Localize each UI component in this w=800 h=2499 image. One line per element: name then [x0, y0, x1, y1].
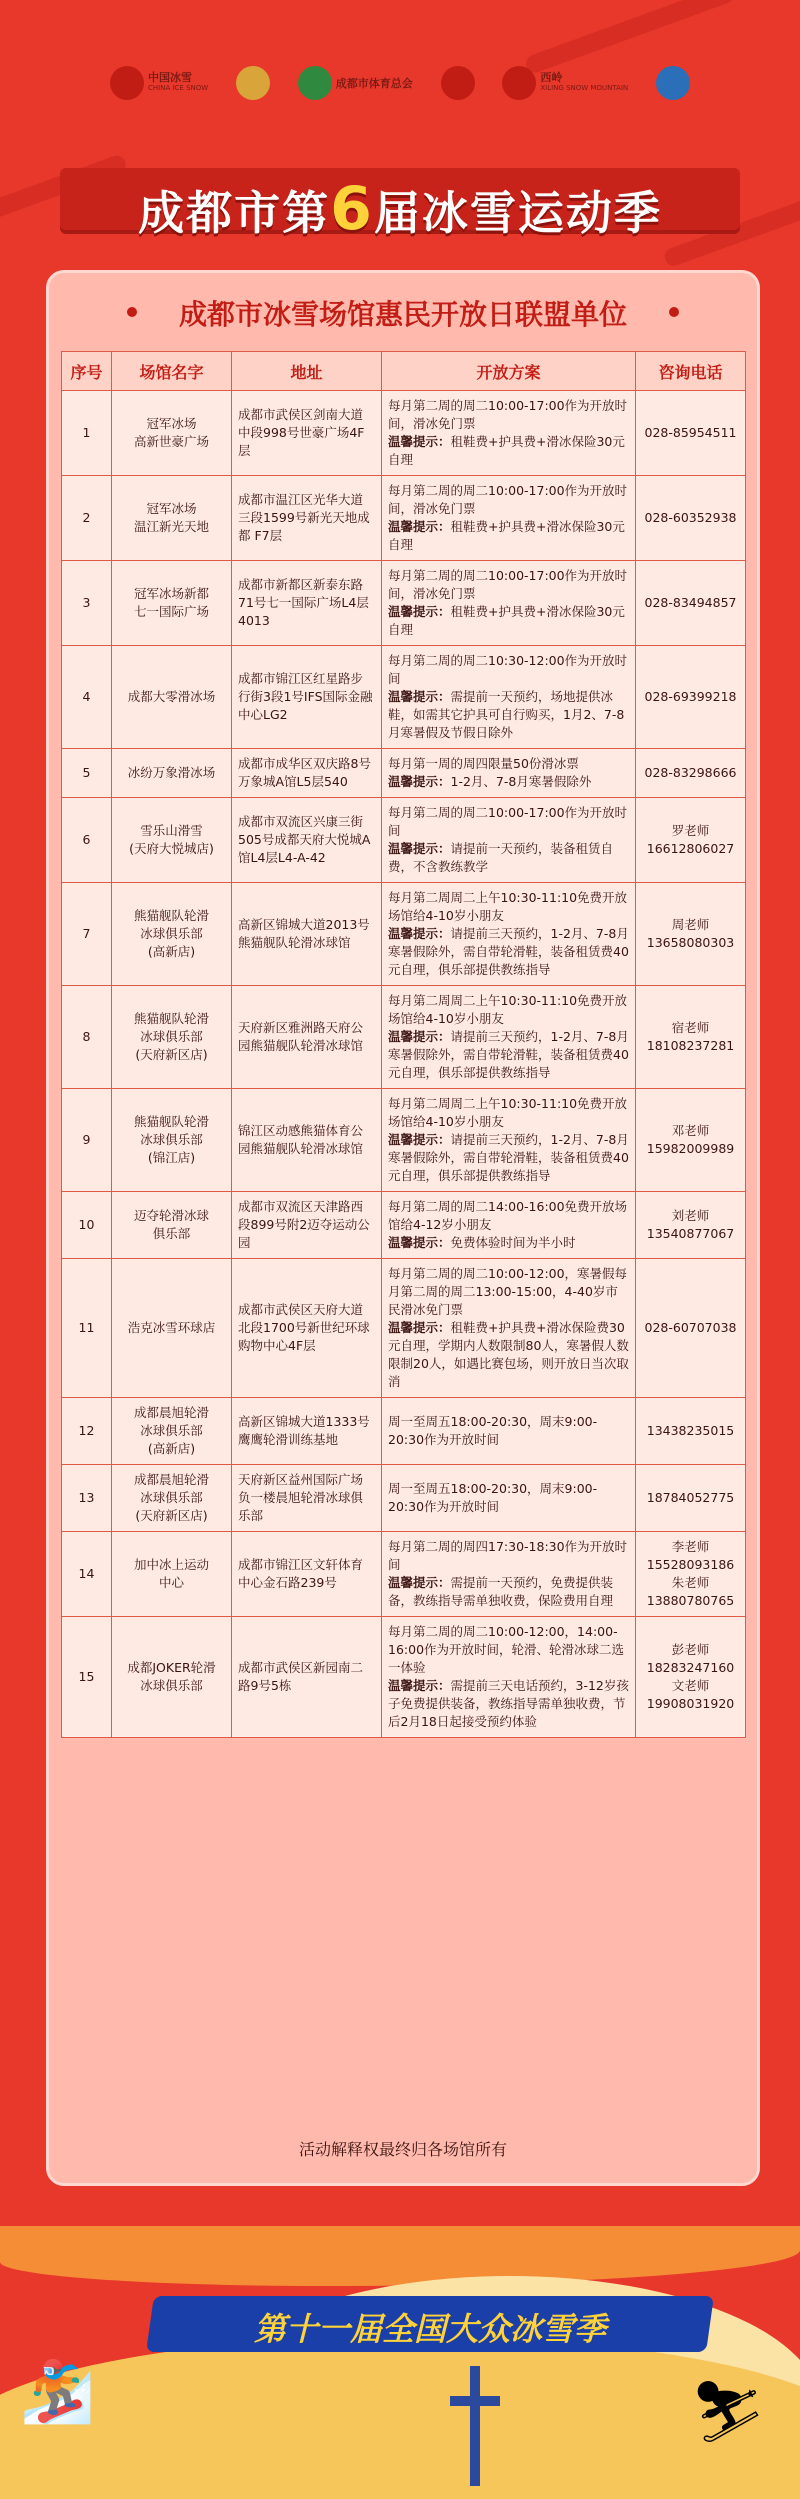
cell-phone: 13438235015: [636, 1398, 746, 1465]
cell-plan: [382, 986, 636, 1089]
cell-phone: 刘老师 13540877067: [636, 1192, 746, 1259]
cell-address: 高新区锦城大道2013号熊猫舰队轮滑冰球馆: [232, 883, 382, 986]
header-address: 地址: [232, 352, 382, 391]
cell-address: 天府新区益州国际广场负一楼晨旭轮滑冰球俱乐部: [232, 1465, 382, 1532]
cell-no: 10: [62, 1192, 112, 1259]
cell-address: 天府新区雅洲路天府公园熊猫舰队轮滑冰球馆: [232, 986, 382, 1089]
logo-mark-icon: [656, 66, 690, 100]
bottom-banner-art: [0, 2186, 800, 2499]
cell-plan: [382, 1617, 636, 1738]
table-row: [62, 1617, 746, 1738]
cell-plan: [382, 749, 636, 798]
cell-address: 成都市新都区新泰东路71号七一国际广场L4层4013: [232, 561, 382, 646]
cell-name: 成都晨旭轮滑 冰球俱乐部 (高新店): [112, 1398, 232, 1465]
cell-address: 成都市双流区天津路西段899号附2迈夺运动公园: [232, 1192, 382, 1259]
cell-plan: [382, 1532, 636, 1617]
cell-phone: 邓老师 15982009989: [636, 1089, 746, 1192]
cell-address: 成都市锦江区文轩体育中心金石路239号: [232, 1532, 382, 1617]
plan-tip: 温馨提示：请提前三天预约，1-2月、7-8月寒暑假除外，需自带轮滑鞋，装备租赁费40元自理，俱乐部提供教练指导: [388, 1132, 629, 1183]
table-row: [62, 1089, 746, 1192]
cell-plan: [382, 883, 636, 986]
card-title: 成都市冰雪场馆惠民开放日联盟单位: [178, 298, 627, 331]
plan-text: 每月第二周的周二10:30-12:00作为开放时间: [388, 653, 628, 686]
cell-no: 1: [62, 391, 112, 476]
cell-phone: 028-60707038: [636, 1259, 746, 1398]
cell-no: 14: [62, 1532, 112, 1617]
decor-hill: [0, 2336, 800, 2499]
table-row: [62, 561, 746, 646]
plan-text: 每月第一周的周四限量50份滑冰票: [388, 756, 579, 771]
cell-name: 熊猫舰队轮滑 冰球俱乐部 (锦江店): [112, 1089, 232, 1192]
cell-plan: [382, 1192, 636, 1259]
table-row: [62, 1398, 746, 1465]
plan-tip: 温馨提示：免费体验时间为半小时: [388, 1235, 576, 1250]
table-row: [62, 476, 746, 561]
cell-plan: [382, 646, 636, 749]
cell-phone: 028-83494857: [636, 561, 746, 646]
plan-text: 每月第二周周二上午10:30-11:10免费开放场馆给4-10岁小朋友: [388, 1096, 628, 1129]
cell-no: 5: [62, 749, 112, 798]
cell-no: 7: [62, 883, 112, 986]
table-row: [62, 646, 746, 749]
tower-icon: [470, 2366, 480, 2486]
table-row: [62, 1259, 746, 1398]
cell-no: 3: [62, 561, 112, 646]
plan-text: 每月第二周的周二14:00-16:00免费开放场馆给4-12岁小朋友: [388, 1199, 628, 1232]
cell-name: 浩克冰雪环球店: [112, 1259, 232, 1398]
cell-plan: [382, 561, 636, 646]
plan-tip: 温馨提示：需提前一天预约，免费提供装备，教练指导需单独收费，保险费用自理: [388, 1575, 614, 1608]
cell-address: 锦江区动感熊猫体育公园熊猫舰队轮滑冰球馆: [232, 1089, 382, 1192]
table-row: [62, 1192, 746, 1259]
cell-name: 加中冰上运动 中心: [112, 1532, 232, 1617]
header-plan: 开放方案: [382, 352, 636, 391]
plan-text: 每月第二周的周二10:00-17:00作为开放时间，滑冰免门票: [388, 568, 628, 601]
cell-plan: [382, 1465, 636, 1532]
cell-no: 8: [62, 986, 112, 1089]
plan-tip: 温馨提示：租鞋费+护具费+滑冰保险30元自理: [388, 604, 625, 637]
header-name: 场馆名字: [112, 352, 232, 391]
bottom-banner-text: 第十一届全国大众冰雪季: [253, 2310, 606, 2348]
sponsor-logo: [656, 66, 690, 100]
plan-tip: 温馨提示：租鞋费+护具费+滑冰保险费30元自理，学期内人数限制80人，寒暑假人数限制20人，如遇比赛包场，则开放日当次取消: [388, 1320, 629, 1389]
cell-no: 2: [62, 476, 112, 561]
cell-address: 成都市武侯区剑南大道中段998号世豪广场4F层: [232, 391, 382, 476]
logo-mark-icon: [298, 66, 332, 100]
logo-text: 中国冰雪 CHINA ICE SNOW: [148, 71, 209, 92]
cell-name: 冠军冰场 温江新光天地: [112, 476, 232, 561]
plan-text: 每月第二周的周二10:00-12:00，14:00-16:00作为开放时间，轮滑、轮滑冰球二选一体验: [388, 1624, 625, 1675]
table-row: [62, 883, 746, 986]
sponsor-logo: [502, 66, 628, 100]
cell-address: 成都市双流区兴康三街505号成都天府大悦城A馆L4层L4-A-42: [232, 798, 382, 883]
cell-phone: 028-83298666: [636, 749, 746, 798]
cell-name: 成都晨旭轮滑 冰球俱乐部 (天府新区店): [112, 1465, 232, 1532]
cell-name: 冰纷万象滑冰场: [112, 749, 232, 798]
decor-wave: [0, 2226, 800, 2286]
snowboarder-icon: 🏂: [20, 2357, 95, 2427]
plan-tip: 温馨提示：请提前三天预约，1-2月、7-8月寒暑假除外，需自带轮滑鞋，装备租赁费40元自理，俱乐部提供教练指导: [388, 1029, 629, 1080]
table-row: [62, 1465, 746, 1532]
footer-note: 活动解释权最终归各场馆所有: [298, 2140, 507, 2159]
cell-address: 成都市武侯区新园南二路9号5栋: [232, 1617, 382, 1738]
venue-table: [61, 351, 746, 1738]
sponsor-logo: [441, 66, 475, 100]
cell-phone: 宿老师 18108237281: [636, 986, 746, 1089]
cell-plan: [382, 1398, 636, 1465]
cell-no: 13: [62, 1465, 112, 1532]
plan-text: 周一至周五18:00-20:30，周末9:00-20:30作为开放时间: [388, 1481, 598, 1514]
plan-tip: 温馨提示：租鞋费+护具费+滑冰保险30元自理: [388, 434, 625, 467]
plan-text: 每月第二周的周二10:00-17:00作为开放时间，滑冰免门票: [388, 483, 628, 516]
cell-address: 成都市温江区光华大道三段1599号新光天地成都 F7层: [232, 476, 382, 561]
cell-no: 15: [62, 1617, 112, 1738]
venue-card: [46, 270, 760, 2186]
title-number: 6: [330, 174, 374, 244]
cell-phone: 028-69399218: [636, 646, 746, 749]
logo-text: 西岭 XILING SNOW MOUNTAIN: [540, 71, 629, 92]
plan-text: 每月第二周的周二10:00-17:00作为开放时间: [388, 805, 628, 838]
cell-plan: [382, 476, 636, 561]
table-row: [62, 798, 746, 883]
cell-phone: 周老师 13658080303: [636, 883, 746, 986]
header-phone: 咨询电话: [636, 352, 746, 391]
logo-text: 成都市体育总会: [335, 76, 413, 90]
cell-name: 冠军冰场新都 七一国际广场: [112, 561, 232, 646]
cell-name: 成都JOKER轮滑 冰球俱乐部: [112, 1617, 232, 1738]
title-dot: [669, 307, 679, 317]
plan-text: 周一至周五18:00-20:30，周末9:00-20:30作为开放时间: [388, 1414, 598, 1447]
cell-name: 熊猫舰队轮滑 冰球俱乐部 (高新店): [112, 883, 232, 986]
skier-icon: ⛷: [690, 2377, 767, 2447]
cell-no: 11: [62, 1259, 112, 1398]
table-row: [62, 1532, 746, 1617]
cell-plan: [382, 798, 636, 883]
cell-phone: 028-85954511: [636, 391, 746, 476]
sponsor-logo: [110, 66, 208, 100]
sponsor-logos: [110, 48, 690, 118]
cell-phone: 18784052775: [636, 1465, 746, 1532]
plan-text: 每月第二周周二上午10:30-11:10免费开放场馆给4-10岁小朋友: [388, 890, 628, 923]
plan-tip: 温馨提示：请提前三天预约，1-2月、7-8月寒暑假除外，需自带轮滑鞋，装备租赁费40元自理，俱乐部提供教练指导: [388, 926, 629, 977]
table-row: [62, 749, 746, 798]
plan-tip: 温馨提示：租鞋费+护具费+滑冰保险30元自理: [388, 519, 625, 552]
cell-no: 4: [62, 646, 112, 749]
cell-no: 12: [62, 1398, 112, 1465]
title-text: [40, 174, 760, 244]
cell-name: 熊猫舰队轮滑 冰球俱乐部 (天府新区店): [112, 986, 232, 1089]
title-pre: 成都市第: [138, 186, 331, 240]
cell-name: 迈夺轮滑冰球 俱乐部: [112, 1192, 232, 1259]
cell-phone: 罗老师 16612806027: [636, 798, 746, 883]
logo-mark-icon: [502, 66, 536, 100]
main-title: [40, 150, 760, 244]
cell-no: 6: [62, 798, 112, 883]
cell-address: 高新区锦城大道1333号鹰鹰轮滑训练基地: [232, 1398, 382, 1465]
logo-mark-icon: [236, 66, 270, 100]
table-header: [62, 352, 746, 391]
cell-phone: 028-60352938: [636, 476, 746, 561]
cell-name: 成都大零滑冰场: [112, 646, 232, 749]
cell-name: 冠军冰场 高新世豪广场: [112, 391, 232, 476]
logo-mark-icon: [441, 66, 475, 100]
plan-tip: 温馨提示：需提前一天预约，场地提供冰鞋，如需其它护具可自行购买，1月2、7-8月寒暑假及节假日除外: [388, 689, 625, 740]
plan-tip: 温馨提示：请提前一天预约，装备租赁自费，不含教练教学: [388, 841, 614, 874]
plan-text: 每月第二周的周二10:00-17:00作为开放时间，滑冰免门票: [388, 398, 628, 431]
cell-phone: 彭老师 18283247160 文老师 19908031920: [636, 1617, 746, 1738]
header-no: 序号: [62, 352, 112, 391]
logo-mark-icon: [110, 66, 144, 100]
cell-plan: [382, 1089, 636, 1192]
cell-name: 雪乐山滑雪 (天府大悦城店): [112, 798, 232, 883]
cell-phone: 李老师 15528093186 朱老师 13880780765: [636, 1532, 746, 1617]
plan-text: 每月第二周周二上午10:30-11:10免费开放场馆给4-10岁小朋友: [388, 993, 628, 1026]
cell-address: 成都市武侯区天府大道北段1700号新世纪环球购物中心4F层: [232, 1259, 382, 1398]
plan-tip: 温馨提示：1-2月、7-8月寒暑假除外: [388, 774, 592, 789]
sponsor-logo: [236, 66, 270, 100]
sponsor-logo: [298, 66, 413, 100]
plan-tip: 温馨提示：需提前三天电话预约，3-12岁孩子免费提供装备，教练指导需单独收费，节后2月18日起接受预约体验: [388, 1678, 629, 1729]
plan-text: 每月第二周的周二10:00-12:00，寒暑假每月第二周的周二13:00-15:00，4-40岁市民滑冰免门票: [388, 1266, 628, 1317]
cell-no: 9: [62, 1089, 112, 1192]
table-row: [62, 986, 746, 1089]
cell-plan: [382, 391, 636, 476]
title-post: 届冰雪运动季: [373, 186, 662, 240]
cell-plan: [382, 1259, 636, 1398]
plan-text: 每月第二周的周四17:30-18:30作为开放时间: [388, 1539, 628, 1572]
cell-address: 成都市成华区双庆路8号万象城A馆L5层540: [232, 749, 382, 798]
table-row: [62, 391, 746, 476]
cell-address: 成都市锦江区红星路步行街3段1号IFS国际金融中心LG2: [232, 646, 382, 749]
